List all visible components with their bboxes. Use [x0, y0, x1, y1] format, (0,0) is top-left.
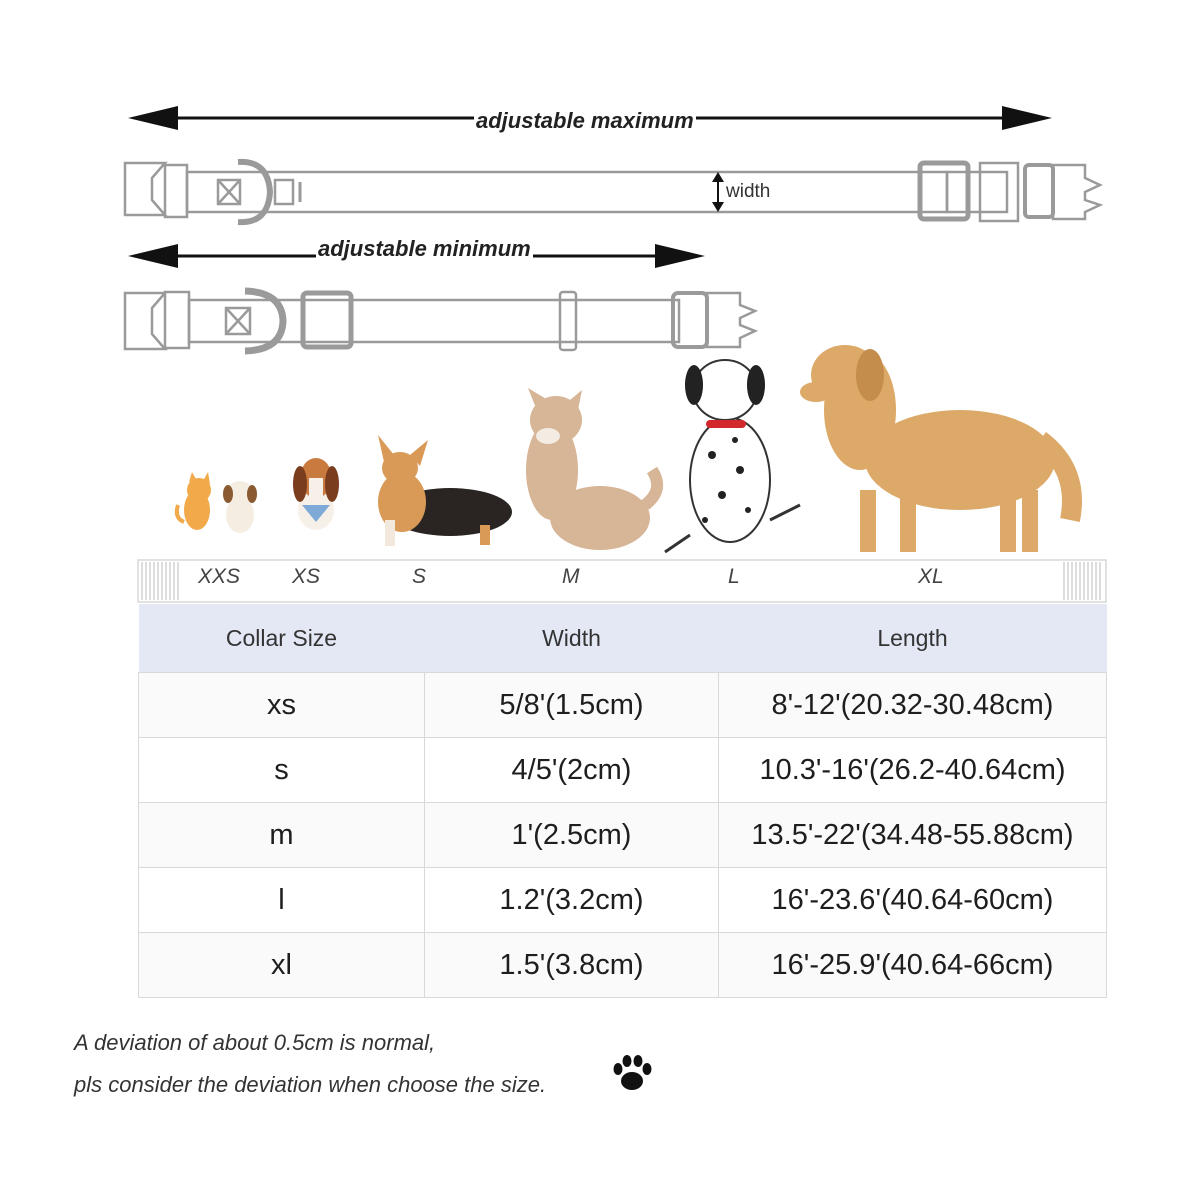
corgi-icon	[378, 435, 512, 546]
size-label-xxs: XXS	[198, 565, 241, 588]
header-length: Length	[719, 604, 1107, 673]
width-label: width	[726, 181, 771, 202]
width-indicator	[712, 172, 724, 212]
cell-length: 16'-25.9'(40.64-66cm)	[719, 933, 1107, 998]
cell-length: 13.5'-22'(34.48-55.88cm)	[719, 803, 1107, 868]
shiba-icon	[526, 388, 657, 550]
size-chart-table	[138, 604, 1107, 998]
basset-hound-icon	[293, 458, 339, 530]
table-header-row	[139, 604, 1107, 673]
size-label-l: L	[728, 565, 740, 588]
cell-width: 1.5'(3.8cm)	[425, 933, 719, 998]
golden-retriever-icon	[800, 345, 1072, 552]
cell-width: 1.2'(3.2cm)	[425, 868, 719, 933]
size-label-xs: XS	[292, 565, 321, 588]
cell-length: 16'-23.6'(40.64-60cm)	[719, 868, 1107, 933]
size-label-m: M	[562, 565, 580, 588]
deviation-note-line-1: A deviation of about 0.5cm is normal,	[74, 1030, 436, 1055]
collar-minimum	[125, 291, 755, 351]
paw-print-icon	[610, 1052, 654, 1094]
cell-width: 1'(2.5cm)	[425, 803, 719, 868]
cell-size: s	[139, 738, 425, 803]
table-row	[139, 933, 1107, 998]
deviation-note-line-2: pls consider the deviation when choose the size.	[74, 1072, 547, 1097]
adjustable-minimum-label: adjustable minimum	[318, 236, 531, 261]
table-row	[139, 738, 1107, 803]
header-width: Width	[425, 604, 719, 673]
table-row	[139, 803, 1107, 868]
header-collar-size: Collar Size	[139, 604, 425, 673]
table-row	[139, 868, 1107, 933]
cat-and-puppy-icon	[177, 472, 257, 533]
adjustable-maximum-label: adjustable maximum	[476, 108, 694, 133]
cell-width: 5/8'(1.5cm)	[425, 673, 719, 738]
cell-size: l	[139, 868, 425, 933]
size-label-xl: XL	[918, 565, 944, 588]
cell-size: xs	[139, 673, 425, 738]
size-label-s: S	[412, 565, 427, 588]
cell-length: 10.3'-16'(26.2-40.64cm)	[719, 738, 1107, 803]
collar-maximum	[125, 162, 1100, 222]
cell-width: 4/5'(2cm)	[425, 738, 719, 803]
size-ruler	[138, 560, 1106, 602]
cell-size: m	[139, 803, 425, 868]
cell-length: 8'-12'(20.32-30.48cm)	[719, 673, 1107, 738]
dalmatian-icon	[665, 360, 800, 552]
cell-size: xl	[139, 933, 425, 998]
table-row	[139, 673, 1107, 738]
